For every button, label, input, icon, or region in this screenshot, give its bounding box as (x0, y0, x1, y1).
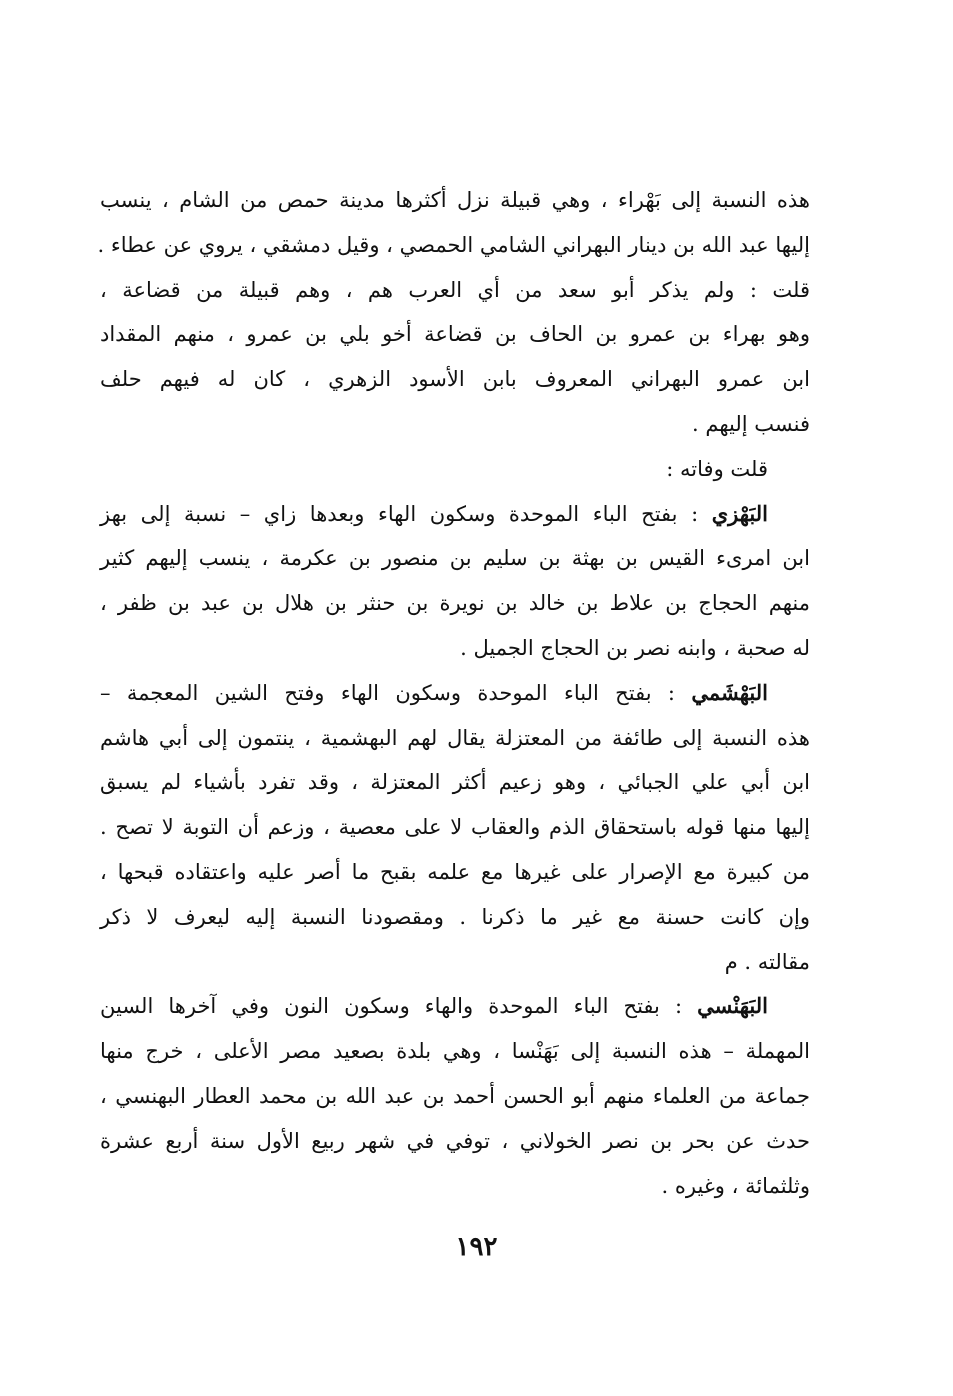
text-segment: حدث عن بحر بن نصر الخولاني ، توفي في شهر ربيع الأول سنة أربع عشرة (100, 1128, 810, 1153)
text-segment: وثلثمائة ، وغيره . (661, 1173, 810, 1198)
text-line (100, 536, 810, 581)
text-line (100, 716, 810, 761)
text-segment: جماعة من العلماء منهم أبو الحسن أحمد بن عبد الله بن محمد العطار البهنسي ، (100, 1083, 810, 1108)
text-line (100, 447, 810, 492)
text-segment: إليها منها قوله باستحقاق الذم والعقاب لا على معصية ، وزعم أن التوبة لا تصح . (100, 815, 810, 840)
text-segment: فنسب إليهم . (692, 411, 810, 436)
text-segment: ابن امرىء القيس بن بهثة بن سليم بن منصور بن عكرمة ، ينسب إليهم كثير (100, 546, 810, 571)
text-line (97, 223, 810, 268)
text-segment: منهم الحجاج بن علاط بن خالد بن نويرة بن حنثر بن هلال بن عبد بن ظفر ، (100, 591, 810, 616)
text-segment: ابن أبي علي الجبائي ، وهو زعيم أكثر المعتزلة ، وقد تفرد بأشياء لم يسبق (100, 770, 810, 795)
text-segment: قلت : ولم يذكر أبو سعد من أي العرب هم ، وهم قبيلة من قضاعة ، (100, 277, 810, 302)
text-line (100, 760, 810, 805)
text-line (100, 402, 810, 447)
text-line (100, 1119, 810, 1164)
text-line (100, 850, 810, 895)
page-body-text (97, 178, 810, 1208)
page-number: ١٩٢ (455, 1232, 498, 1262)
text-segment: له صحبة ، وابنه نصر بن الحجاج الجميل . (460, 635, 810, 660)
text-segment: : بفتح الباء الموحدة وسكون الهاء وفتح الشين المعجمة – (100, 680, 692, 705)
text-segment: وإن كانت حسنة مع غير ما ذكرنا . ومقصودنا النسبة إليه ليعرف لا ذكر (100, 904, 810, 929)
text-segment: : بفتح الباء الموحدة وسكون الهاء وبعدها زاي – نسبة إلى بهز (100, 501, 712, 526)
text-line (100, 1029, 810, 1074)
text-line (100, 1164, 810, 1209)
text-segment: هذه النسبة إلى بَهْراء ، وهي قبيلة نزل أكثرها مدينة حمص من الشام ، ينسب (100, 188, 810, 212)
entry-line (100, 984, 810, 1029)
entry-title-bahshami: البَهْشَمي (691, 679, 768, 705)
entry-line (100, 492, 810, 537)
text-segment: المهملة – هذه النسبة إلى بَهَنْسا ، وهي بلدة بصعيد مصر الأعلى ، خرج منها (100, 1039, 810, 1064)
text-segment: : بفتح الباء الموحدة والهاء وسكون النون وفي آخرها السين (100, 994, 698, 1019)
text-line (100, 626, 810, 671)
text-segment: وهو بهراء بن عمرو بن الحاف بن قضاعة أخو بلي بن عمرو ، منهم المقداد (100, 322, 810, 347)
text-line (100, 940, 810, 985)
text-segment: مقالته . م (724, 949, 810, 974)
text-line (100, 1074, 810, 1119)
text-line (100, 178, 810, 223)
text-line (100, 357, 810, 402)
text-segment: ابن عمرو البهراني المعروف بابن الأسود الزهري ، كان له فيهم حلف (100, 367, 810, 392)
text-line (100, 312, 810, 357)
text-segment: إليها عبد الله بن دينار البهراني الشامي الحمصي ، وقيل دمشقي ، يروي عن عطاء . (97, 232, 810, 257)
entry-line (100, 671, 810, 716)
text-line (100, 895, 810, 940)
text-segment: هذه النسبة إلى طائفة من المعتزلة يقال لهم البهشمية ، ينتمون إلى أبي هاشم (100, 725, 810, 750)
entry-title-bahnasi: البَهَنْسي (697, 993, 768, 1019)
text-segment: من كبيرة مع الإصرار على غيرها مع علمه بقبح ما أصر عليه واعتقاده قبحها ، (100, 859, 810, 884)
text-line (100, 268, 810, 313)
entry-title-bahzi: البَهْزي (711, 500, 768, 526)
text-line (100, 805, 810, 850)
text-line (100, 581, 810, 626)
text-segment: قلت وفاته : (666, 456, 768, 481)
